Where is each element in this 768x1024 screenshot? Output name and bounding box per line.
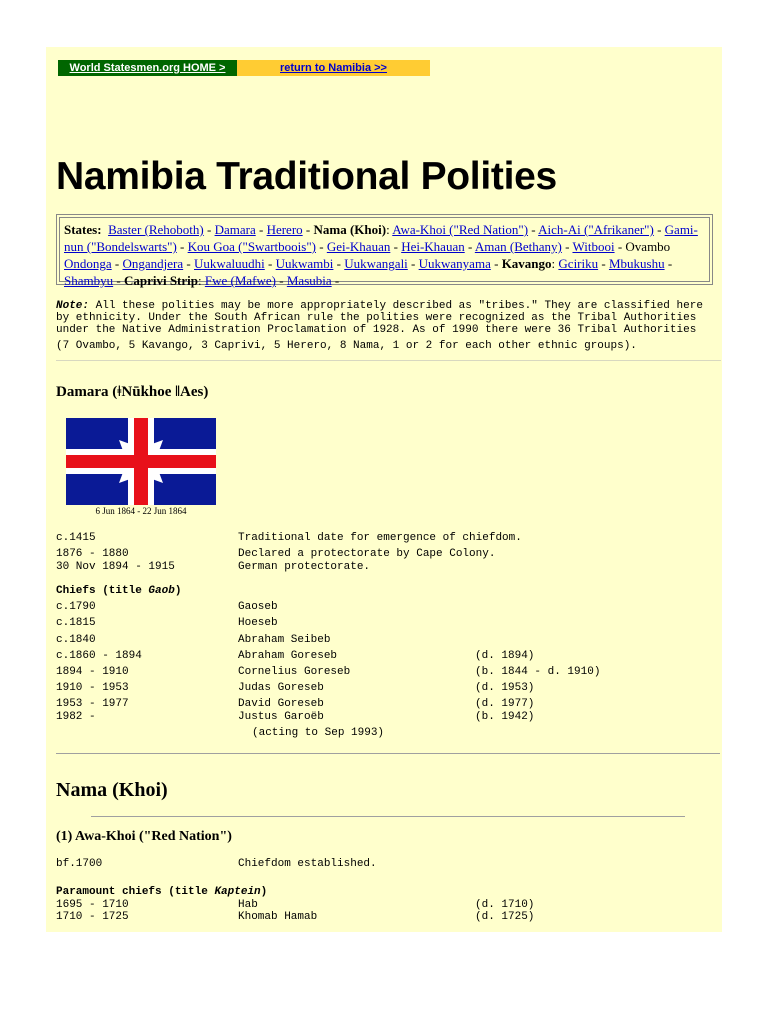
chief-name: Khomab Hamab [238,911,318,923]
page-content [46,47,722,932]
chief-note: (d. 1894) [475,650,535,662]
chiefs-heading [56,585,182,598]
link-aich-ai[interactable]: Aich-Ai ("Afrikaner") [538,222,654,237]
link-awa-khoi[interactable]: Awa-Khoi ("Red Nation") [392,222,529,237]
nama-group-label: Nama (Khoi) [313,222,387,237]
chief-date: c.1815 [56,617,96,629]
link-gami-nun[interactable]: Gami-nun ("Bondelswarts") [64,222,698,254]
note-line-1 [56,300,721,312]
link-herero[interactable]: Herero [266,222,303,237]
link-witbooi[interactable]: Witbooi [572,239,615,254]
nav-return-cell [237,60,430,76]
chief-date: 1710 - 1725 [56,911,129,923]
event-row [56,561,371,574]
chief-name: Abraham Seibeb [238,634,331,646]
chief-date: 1910 - 1953 [56,682,129,694]
chief-row [56,601,278,614]
nama-heading: Nama (Khoi) [56,779,168,801]
link-uukwambi[interactable]: Uukwambi [275,256,334,271]
chief-name: Hab [238,899,258,911]
link-masubia[interactable]: Masubia [286,273,332,288]
event-date: 30 Nov 1894 - 1915 [56,561,175,573]
link-aman[interactable]: Aman (Bethany) [474,239,562,254]
event-date: 1876 - 1880 [56,548,129,560]
chief-note: (b. 1844 - d. 1910) [475,666,601,678]
chief-note: (d. 1953) [475,682,535,694]
sub-divider [91,816,685,817]
chief-row [56,698,535,711]
chief-row [56,666,601,679]
link-kou-goa[interactable]: Kou Goa ("Swartboois") [187,239,316,254]
chief-date: 1953 - 1977 [56,698,129,710]
nav-home-cell [58,60,237,76]
chief-name: Justus Garoëb [238,711,324,723]
flag-caption: 6 Jun 1864 - 22 Jun 1864 [95,506,187,516]
flag-red-vertical [134,418,148,505]
chiefs-heading-text [56,585,181,598]
link-uukwangali[interactable]: Uukwangali [344,256,408,271]
note-line-1-text: All these polities may be more appropriately described as "tribes." They are classified here [89,300,703,312]
link-damara[interactable]: Damara [214,222,256,237]
link-hei-khauan[interactable]: Hei-Khauan [401,239,465,254]
chief-date: 1695 - 1710 [56,899,129,911]
event-text: Declared a protectorate by Cape Colony. [238,548,496,560]
chiefs-title: Gaob [148,585,175,597]
link-uukwanyama[interactable]: Uukwanyama [418,256,491,271]
link-mbukushu[interactable]: Mbukushu [608,256,665,271]
page-title: Namibia Traditional Polities [56,155,557,198]
chief-date: 1982 - [56,711,96,723]
chief-name: Gaoseb [238,601,278,613]
chiefs-heading-pre: Paramount chiefs (title [56,886,215,898]
awa-khoi-heading: (1) Awa-Khoi ("Red Nation") [56,829,232,844]
chief-row [56,650,535,663]
acting-note: (acting to Sep 1993) [252,727,385,739]
return-to-namibia-link[interactable]: return to Namibia >> [280,62,387,74]
link-gciriku[interactable]: Gciriku [558,256,599,271]
chief-name: Judas Goreseb [238,682,324,694]
chief-note: (b. 1942) [475,711,535,723]
event-date: c.1415 [56,532,96,544]
chief-row [56,617,278,630]
chief-name: Hoeseb [238,617,278,629]
ovambo-group-label: Ovambo [625,239,671,254]
chief-note: (d. 1977) [475,698,535,710]
event-text: German protectorate. [238,561,371,573]
chief-name: Cornelius Goreseb [238,666,351,678]
chief-note: (d. 1725) [475,911,535,923]
acting-row [56,727,385,740]
event-row [56,858,377,871]
states-index-inner: States: Baster (Rehoboth) - Damara - Herero - Nama (Khoi): Awa-Khoi ("Red Nation") - Aich-Ai ("Afrikaner") - Gami-nun ("Bondelswarts") - Kou Goa ("Swartboois") - Gei-Khauan - Hei-Khauan - Aman (Bethany) - Witbooi - Ovambo Ondonga - Ongandjera - Uukwaluudhi - Uukwambi - Uukwangali - Uukwanyama - Kavango: Gciriku - Mbukushu - Shambyu - Caprivi Strip: Fwe (Mafwe) - Masubia - [59,217,710,282]
chiefs-heading-pre: Chiefs (title [56,585,149,597]
event-row [56,532,522,545]
states-index [56,214,713,288]
chief-name: Abraham Goreseb [238,650,338,662]
chief-row [56,634,331,647]
chief-date: c.1790 [56,601,96,613]
chief-date: c.1860 - 1894 [56,650,142,662]
chiefs-heading [56,886,268,899]
event-row [56,548,496,561]
link-ongandjera[interactable]: Ongandjera [122,256,184,271]
states-label: States [64,222,98,237]
chief-date: c.1840 [56,634,96,646]
chief-name: David Goreseb [238,698,324,710]
link-shambyu[interactable]: Shambyu [64,273,114,288]
link-ondonga[interactable]: Ondonga [64,256,112,271]
event-text: Chiefdom established. [238,858,377,870]
link-fwe[interactable]: Fwe (Mafwe) [204,273,277,288]
damara-heading: Damara (ǂNūkhoe ǁAes) [56,384,209,400]
caprivi-group-label: Caprivi Strip [123,273,199,288]
note-line-2: by ethnicity. Under the South African rule the polities were recognized as the Tribal Authorities [56,312,697,324]
event-text: Traditional date for emergence of chiefdom. [238,532,522,544]
chiefs-heading-post: ) [260,886,268,898]
kavango-group-label: Kavango [501,256,552,271]
section-divider [56,753,720,754]
link-uukwaluudhi[interactable]: Uukwaluudhi [194,256,265,271]
divider [56,360,721,361]
chiefs-heading-text [56,886,267,899]
chief-note: (d. 1710) [475,899,535,911]
chief-row [56,682,535,695]
damara-flag-image [66,418,216,505]
note-paragraph [56,300,721,352]
note-line-4: (7 Ovambo, 5 Kavango, 3 Caprivi, 5 Herero, 8 Nama, 1 or 2 for each other ethnic groups). [56,340,637,352]
note-label: Note: [56,300,90,312]
chief-row [56,711,535,724]
chief-row [56,911,535,924]
top-nav [58,60,430,76]
chief-date: 1894 - 1910 [56,666,129,678]
event-date: bf.1700 [56,858,103,870]
link-baster[interactable]: Baster (Rehoboth) [108,222,204,237]
link-gei-khauan[interactable]: Gei-Khauan [326,239,391,254]
states-colon: : [97,222,102,237]
chiefs-title: Kaptein [214,886,261,898]
chiefs-heading-post: ) [174,585,182,597]
home-link[interactable]: World Statesmen.org HOME > [69,62,226,74]
note-line-3: under the Native Administration Proclamation of 1928. As of 1990 there were 36 Tribal Authorities [56,324,697,336]
